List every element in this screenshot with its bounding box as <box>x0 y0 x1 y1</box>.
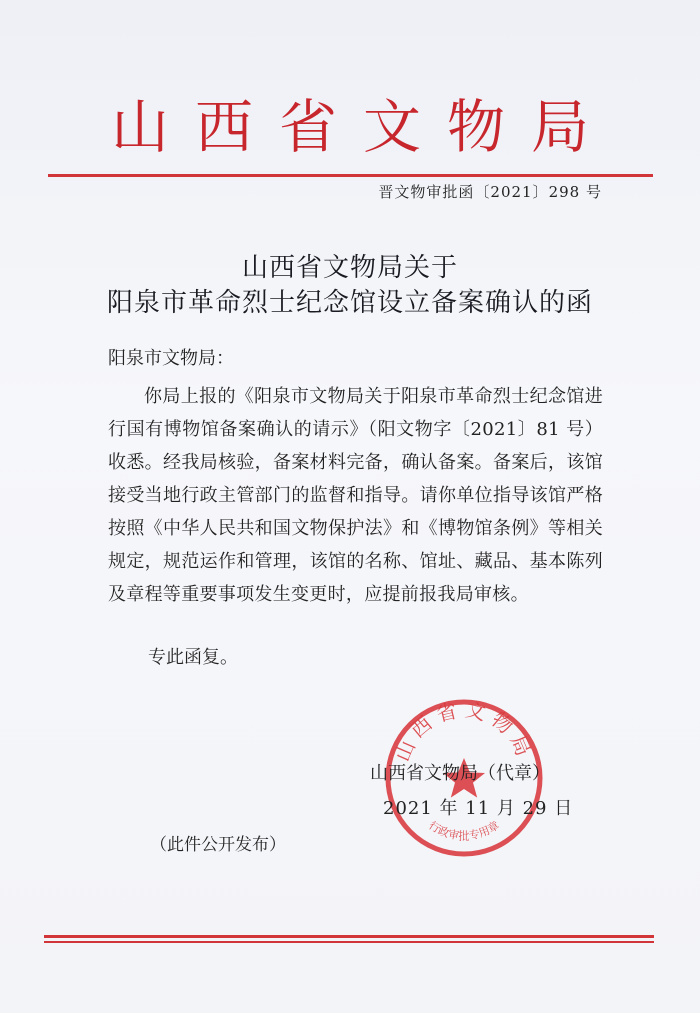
closing-phrase: 专此函复。 <box>148 647 238 668</box>
stamp-top-text: 山西省文物局 <box>389 697 539 765</box>
letterhead-org-name: 山西省文物局 <box>110 93 615 161</box>
signature-org: 山西省文物局（代章） <box>370 763 550 784</box>
document-number: 晋文物审批函〔2021〕298 号 <box>378 183 602 201</box>
document-title-line-1: 山西省文物局关于 <box>241 253 458 283</box>
recipient: 阳泉市文物局： <box>108 348 234 369</box>
disclosure-note: （此件公开发布） <box>150 835 286 855</box>
stamp-bottom-text: 行政审批专用章 <box>426 818 502 843</box>
document-title-line-2: 阳泉市革命烈士纪念馆设立备案确认的函 <box>106 288 593 318</box>
body-paragraph: 你局上报的《阳泉市文物局关于阳泉市革命烈士纪念馆进行国有博物馆备案确认的请示》（阳文物字〔2021〕81 号）收悉。经我局核验，备案材料完备，确认备案。备案后，该馆接受当地行政主管部门的监督和指导。请你单位指导该馆严格按照《中华人民共和国文物保护法》和《博物馆条例》等相关规定，规范运作和管理，该馆的名称、馆址、藏品、基本陈列及章程等重要事项发生变更时，应提前报我局审核。 <box>108 386 603 605</box>
letterhead-red-rule <box>48 174 653 177</box>
issue-date: 2021 年 11 月 29 日 <box>383 798 574 819</box>
footer-red-rule-upper <box>44 935 654 938</box>
footer-red-rule-lower <box>44 941 654 943</box>
